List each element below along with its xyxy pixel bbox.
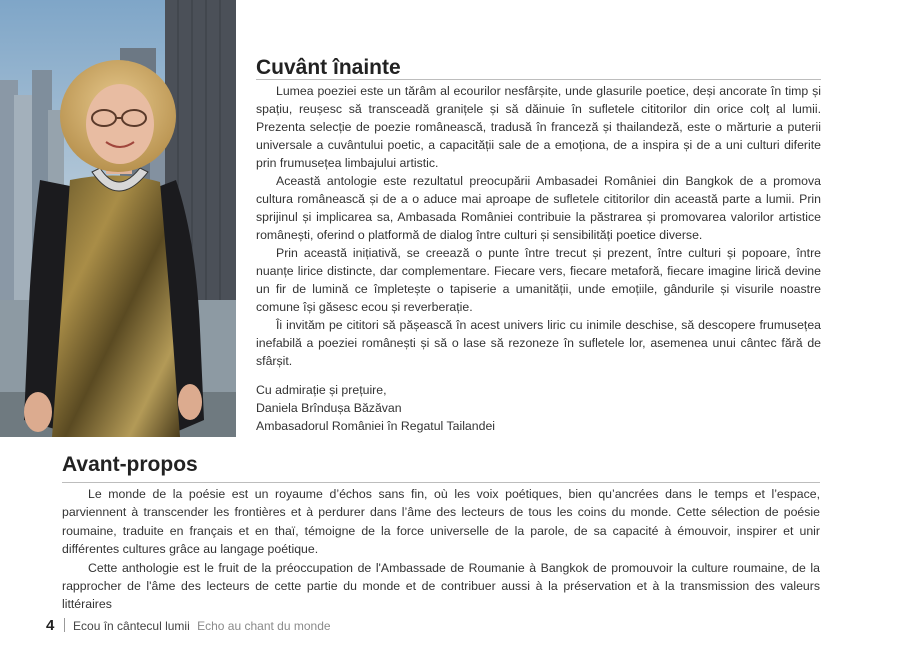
romanian-paragraph: Prin această inițiativă, se creează o punte între trecut și prezent, între culturi și popoare, între nuanțe lirice distincte, dar complementare. Fiecare vers, fiecare metaforă, fiecare imagine lirică devine un fir de lumină ce împletește o tapiserie a umanității, unde emoțiile, gândurile și visurile noastre comune își găsesc ecou și reverberație. (256, 246, 821, 314)
signature-block (256, 381, 656, 435)
romanian-title-rule (256, 79, 821, 80)
signature-closing: Cu admirație și prețuire, (256, 383, 387, 397)
romanian-paragraph: Îi invităm pe cititori să pășească în acest univers liric cu inimile deschise, să descopere frumusețea inefabilă a poeziei românești și să o lase să rezoneze în sufletele lor, asemenea unui cântec fără de sfârșit. (256, 318, 821, 368)
romanian-foreword-body (256, 82, 821, 370)
page-number: 4 (46, 617, 55, 634)
signature-role: Ambasadorul României în Regatul Tailandei (256, 419, 496, 433)
book-title-french: Echo au chant du monde (197, 619, 331, 633)
french-foreword-body (62, 485, 820, 614)
romanian-paragraph: Această antologie este rezultatul preocupării Ambasadei României din Bangkok de a promova cultura românească și de a o aduce mai aproape de sufletele cititorilor din această parte a lumii. Prin sprijinul și implicarea sa, Ambasada României contribuie la păstrarea și promovarea valorilor artistice românești, oferind o platformă de dialog între culturi și sensibilități poetice diverse. (256, 174, 821, 242)
book-title-romanian: Ecou în cântecul lumii (73, 619, 190, 633)
romanian-paragraph: Lumea poeziei este un tărâm al ecourilor nesfârșite, unde glasurile poetice, deși ancorate în timp și spațiu, reușesc să transceadă granițele și să dăinuie în sufletele cititorilor din orice colț al lumii. Prezenta selecție de poezie românească, tradusă în franceză și thailandeză, este o mărturie a puterii universale a cuvântului poetic, a capacității sale de a emoționa, de a inspira și de a uni culturi diferite prin frumusețea limbajului artistic. (256, 84, 821, 170)
footer-divider (64, 618, 65, 632)
signature-name: Daniela Brîndușa Băzăvan (256, 401, 402, 415)
romanian-section-title: Cuvânt înainte (256, 56, 401, 79)
french-paragraph: Cette anthologie est le fruit de la préoccupation de l'Ambassade de Roumanie à Bangkok de promouvoir la culture roumaine, de la rapprocher de l'âme des lecteurs de cette partie du monde et de contribuer aussi à la préservation et à la transmission des valeurs littéraires (62, 560, 820, 612)
french-paragraph: Le monde de la poésie est un royaume d’échos sans fin, où les voix poétiques, bien qu’ancrées dans le temps et l’espace, parviennent à transcender les frontières et à perdurer dans l’âme des lecteurs de tous les coins du monde. Cette sélection de poésie roumaine, traduite en français et en thaï, témoigne de la force universelle de la parole, de sa capacité à émouvoir, inspirer et unir différentes cultures grâce au langage poétique. (62, 487, 820, 557)
portrait-photo (0, 0, 236, 437)
french-section-title: Avant-propos (62, 453, 198, 476)
french-title-rule (62, 482, 820, 483)
page-footer (46, 617, 331, 634)
